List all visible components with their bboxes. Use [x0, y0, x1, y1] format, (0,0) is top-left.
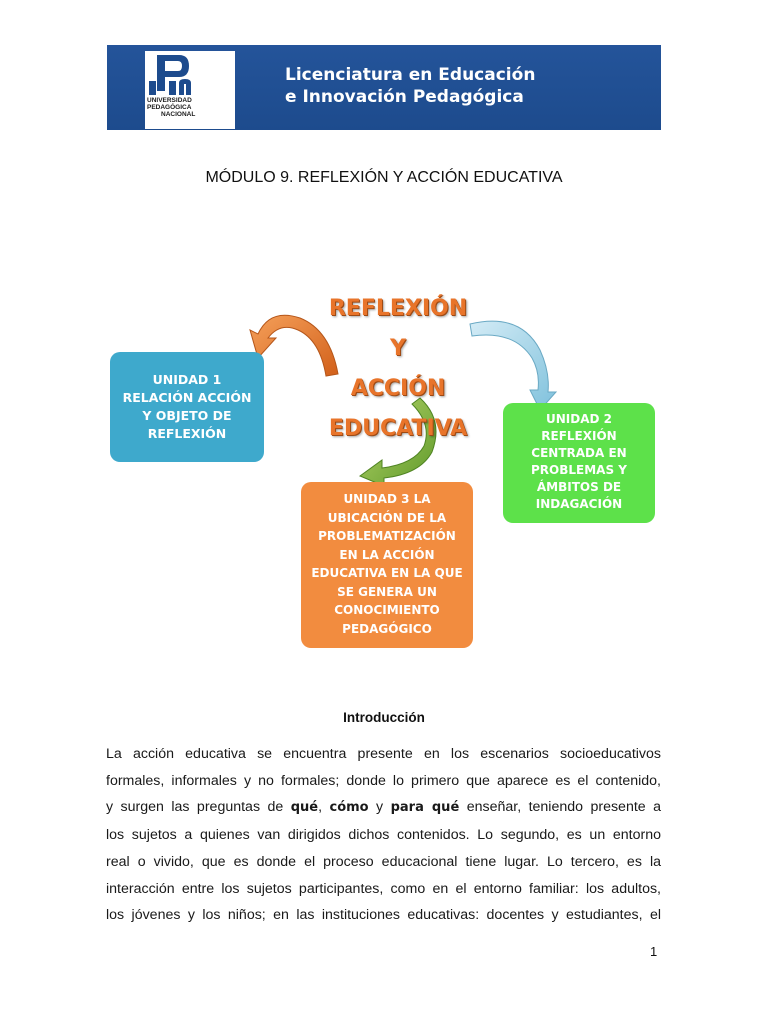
program-title-line: e Innovación Pedagógica [285, 87, 524, 107]
paragraph-line: La acción educativa se encuentra presente en los escenarios socioeducativos [106, 746, 661, 762]
intro-paragraph [106, 741, 661, 929]
unit-3-box: UNIDAD 3 LA UBICACIÓN DE LA PROBLEMATIZACIÓN EN LA ACCIÓN EDUCATIVA EN LA QUE SE GENERA UN CONOCIMIENTO PEDAGÓGICO [301, 482, 473, 648]
diagram-center-title: REFLEXIÓN Y ACCIÓN EDUCATIVA [328, 296, 468, 441]
paragraph-line: los sujetos a quienes van dirigidos dichos contenidos. Lo segundo, es un entorno [106, 827, 661, 844]
paragraph-line: los jóvenes y los niños; en las instituciones educativas: docentes y estudiantes, el [106, 907, 661, 924]
unit-2-box: UNIDAD 2 REFLEXIÓN CENTRADA EN PROBLEMAS Y ÁMBITOS DE INDAGACIÓN [503, 403, 655, 523]
paragraph-line: real o vivido, que es donde el proceso educacional tiene lugar. Lo tercero, es la [106, 853, 661, 870]
module-title: MÓDULO 9. REFLEXIÓN Y ACCIÓN EDUCATIVA [205, 169, 563, 186]
arrow-to-unit2 [470, 321, 556, 410]
paragraph-line: formales, informales y no formales; donde lo primero que aparece es el contenido, [106, 772, 661, 789]
section-heading: Introducción [343, 710, 425, 725]
paragraph-line: y surgen las preguntas de qué, cómo y para qué enseñar, teniendo presente a [106, 799, 661, 816]
program-title-line: Licenciatura en Educación [285, 65, 536, 85]
unit-1-box: UNIDAD 1 RELACIÓN ACCIÓN Y OBJETO DE REFLEXIÓN [110, 352, 264, 462]
paragraph-line: interacción entre los sujetos participantes, como en el entorno familiar: los adultos, [106, 880, 661, 897]
university-name: UNIVERSIDAD PEDAGÓGICA NACIONAL [147, 97, 196, 118]
page-number: 1 [650, 944, 658, 959]
